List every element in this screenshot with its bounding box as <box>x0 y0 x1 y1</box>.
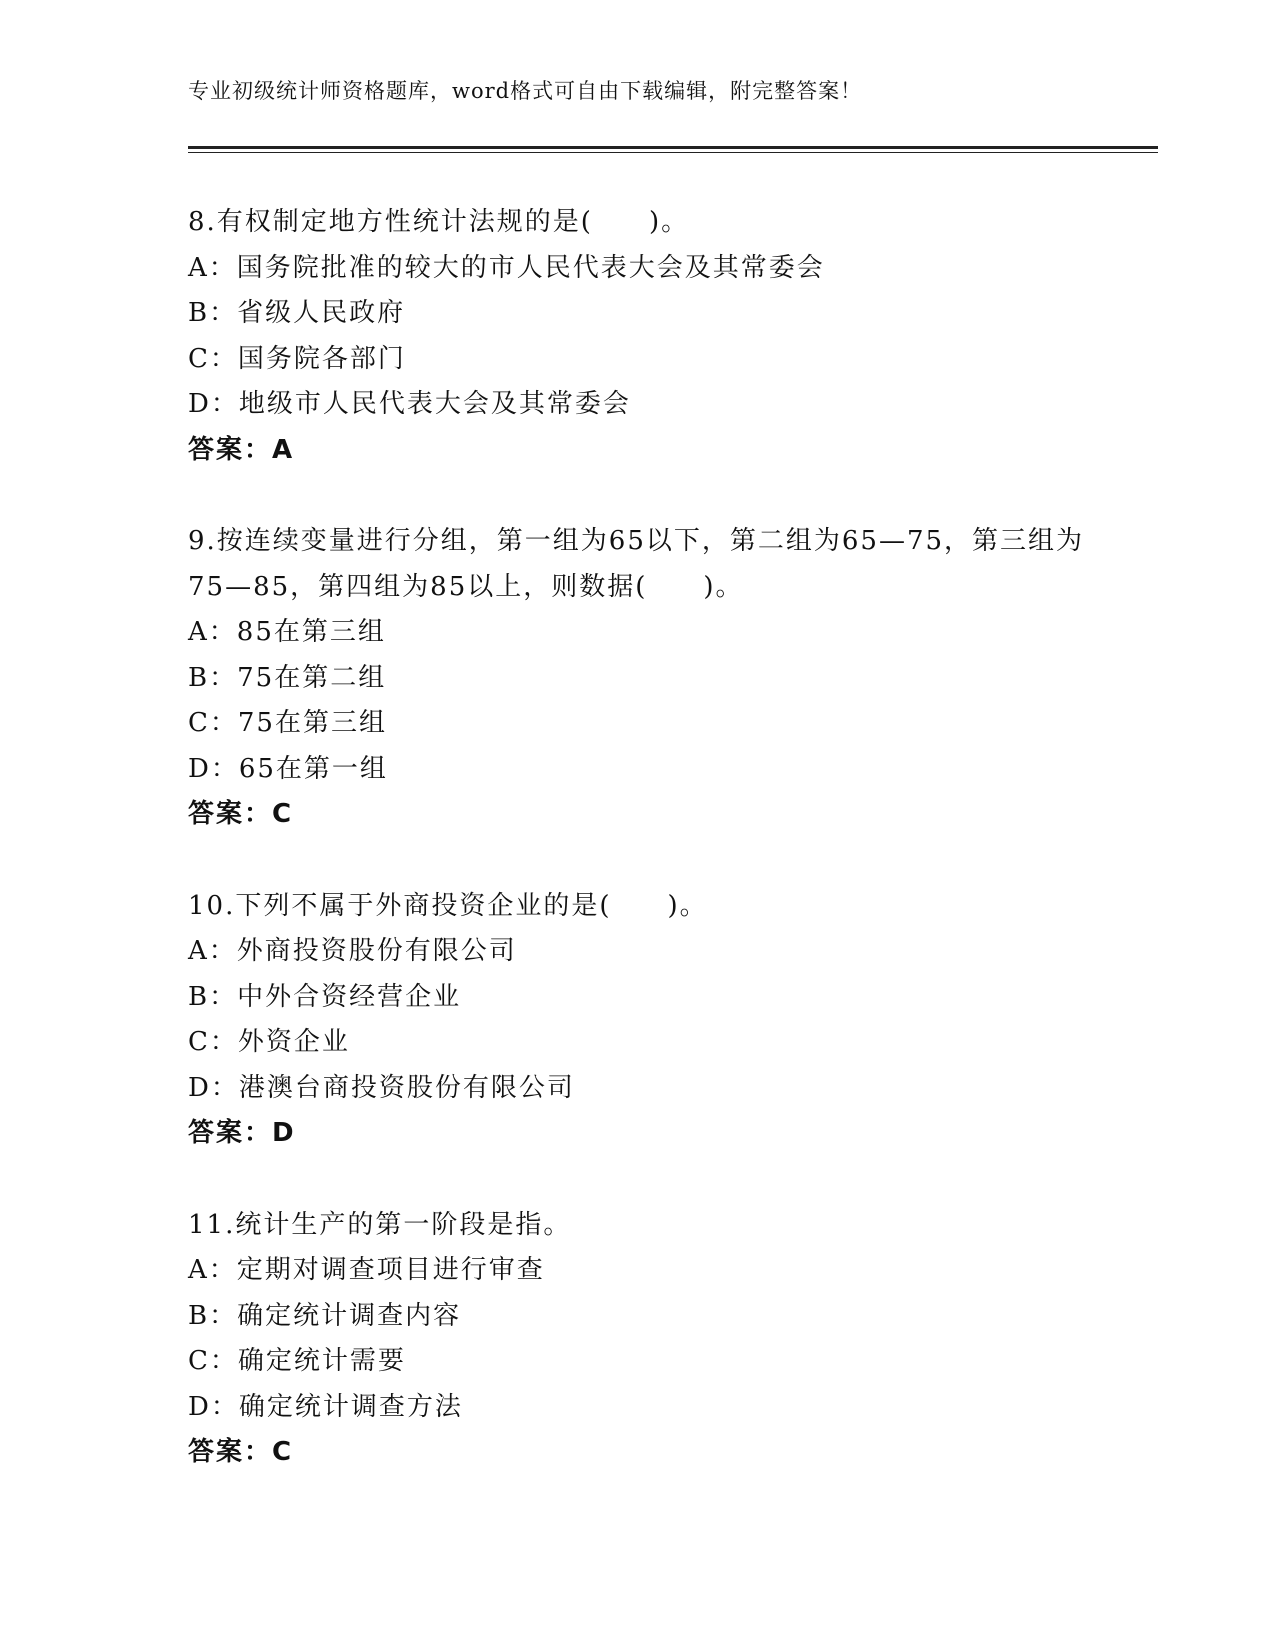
option-a: A：外商投资股份有限公司 <box>188 936 517 966</box>
option-c: C：国务院各部门 <box>188 343 406 374</box>
option-d: D：地级市人民代表大会及其常委会 <box>188 389 631 419</box>
answer-label: 答案： <box>188 1118 273 1148</box>
option-c: C：75在第三组 <box>188 708 387 738</box>
answer-label: 答案： <box>188 799 273 829</box>
question-stem: 9.按连续变量进行分组，第一组为65以下，第二组为65—75，第三组为75—85，第四组为85以上，则数据( )。 <box>188 526 1085 602</box>
answer-line <box>188 1430 1108 1476</box>
option-a: A：85在第三组 <box>188 617 386 647</box>
answer-value: A <box>272 434 293 465</box>
question-stem: 11.统计生产的第一阶段是指。 <box>188 1209 572 1240</box>
question-stem: 8.有权制定地方性统计法规的是( )。 <box>188 207 690 237</box>
question-item <box>188 519 1108 838</box>
question-stem: 10.下列不属于外商投资企业的是( )。 <box>188 890 708 921</box>
answer-value: D <box>272 1118 294 1148</box>
question-item <box>188 884 1108 1157</box>
option-c: C：确定统计需要 <box>188 1346 406 1376</box>
option-a: A：定期对调查项目进行审查 <box>188 1255 545 1285</box>
option-d: D：65在第一组 <box>188 753 388 784</box>
answer-line <box>188 792 1108 838</box>
header-rule-thin <box>188 152 1158 153</box>
option-b: B：中外合资经营企业 <box>188 981 462 1012</box>
option-d: D：确定统计调查方法 <box>188 1391 463 1422</box>
option-b: B：省级人民政府 <box>188 298 406 328</box>
option-b: B：确定统计调查内容 <box>188 1300 462 1331</box>
option-c: C：外资企业 <box>188 1027 350 1057</box>
option-a: A：国务院批准的较大的市人民代表大会及其常委会 <box>188 252 825 283</box>
answer-value: C <box>272 1437 292 1467</box>
question-item <box>188 1203 1108 1476</box>
answer-line <box>188 428 1108 474</box>
option-d: D：港澳台商投资股份有限公司 <box>188 1072 575 1103</box>
answer-line <box>188 1111 1108 1157</box>
question-item <box>188 200 1108 473</box>
page-header-text: 专业初级统计师资格题库，word格式可自由下载编辑，附完整答案！ <box>188 79 863 103</box>
option-b: B：75在第二组 <box>188 662 387 693</box>
answer-label: 答案： <box>188 1437 273 1467</box>
header-rule <box>188 146 1158 149</box>
question-list <box>188 200 1108 1522</box>
answer-label: 答案： <box>188 434 273 465</box>
answer-value: C <box>272 799 292 829</box>
